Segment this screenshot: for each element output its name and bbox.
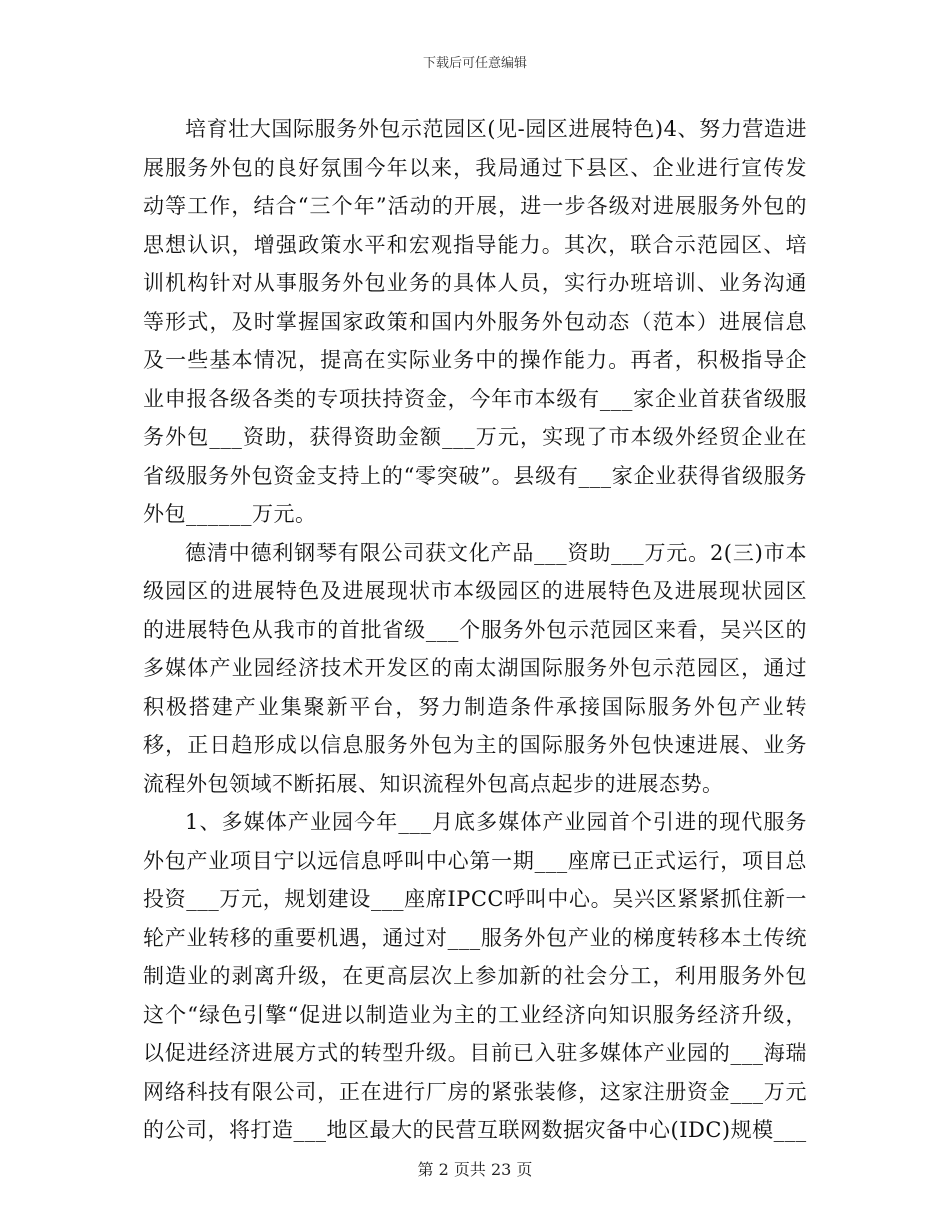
paragraph-1: 培育壮大国际服务外包示范园区(见-园区进展特色)4、努力营造进展服务外包的良好氛围今年以来，我局通过下县区、企业进行宣传发动等工作，结合“三个年”活动的开展，进一步各级对进展服务外包的思想认识，增强政策水平和宏观指导能力。其次，联合示范园区、培训机构针对从事服务外包业务的具体人员，实行办班培训、业务沟通等形式，及时掌握国家政策和国内外服务外包动态（范本）进展信息及一些基本情况，提高在实际业务中的操作能力。再者，积极指导企业申报各级各类的专项扶持资金，今年市本级有___家企业首获省级服务外包___资助，获得资助金额___万元，实现了市本级外经贸企业在省级服务外包资金支持上的“零突破”。县级有___家企业获得省级服务外包______万元。 <box>143 117 807 526</box>
page-number: 第 2 页共 23 页 <box>417 1160 533 1179</box>
page-header-note: 下载后可任意编辑 <box>422 56 527 71</box>
paragraph-2: 德清中德利钢琴有限公司获文化产品___资助___万元。2(三)市本级园区的进展特色及进展现状市本级园区的进展特色及进展现状园区的进展特色从我市的首批省级___个服务外包示范园区来看，吴兴区的多媒体产业园经济技术开发区的南太湖国际服务外包示范园区，通过积极搭建产业集聚新平台，努力制造条件承接国际服务外包产业转移，正日趋形成以信息服务外包为主的国际服务外包快速进展、业务流程外包领域不断拓展、知识流程外包高点起步的进展态势。 <box>143 540 807 796</box>
document-body <box>143 110 807 1150</box>
paragraph-3: 1、多媒体产业园今年___月底多媒体产业园首个引进的现代服务外包产业项目宁以远信息呼叫中心第一期___座席已正式运行，项目总投资___万元，规划建设___座席IPCC呼叫中心。吴兴区紧紧抓住新一轮产业转移的重要机遇，通过对___服务外包产业的梯度转移本土传统制造业的剥离升级，在更高层次上参加新的社会分工，利用服务外包这个“绿色引擎“促进以制造业为主的工业经济向知识服务经济升级，以促进经济进展方式的转型升级。目前已入驻多媒体产业园的___海瑞网络科技有限公司，正在进行厂房的紧张装修，这家注册资金___万元的公司，将打造___地区最大的民营互联网数据灾备中心(IDC)规模___ <box>143 810 807 1142</box>
